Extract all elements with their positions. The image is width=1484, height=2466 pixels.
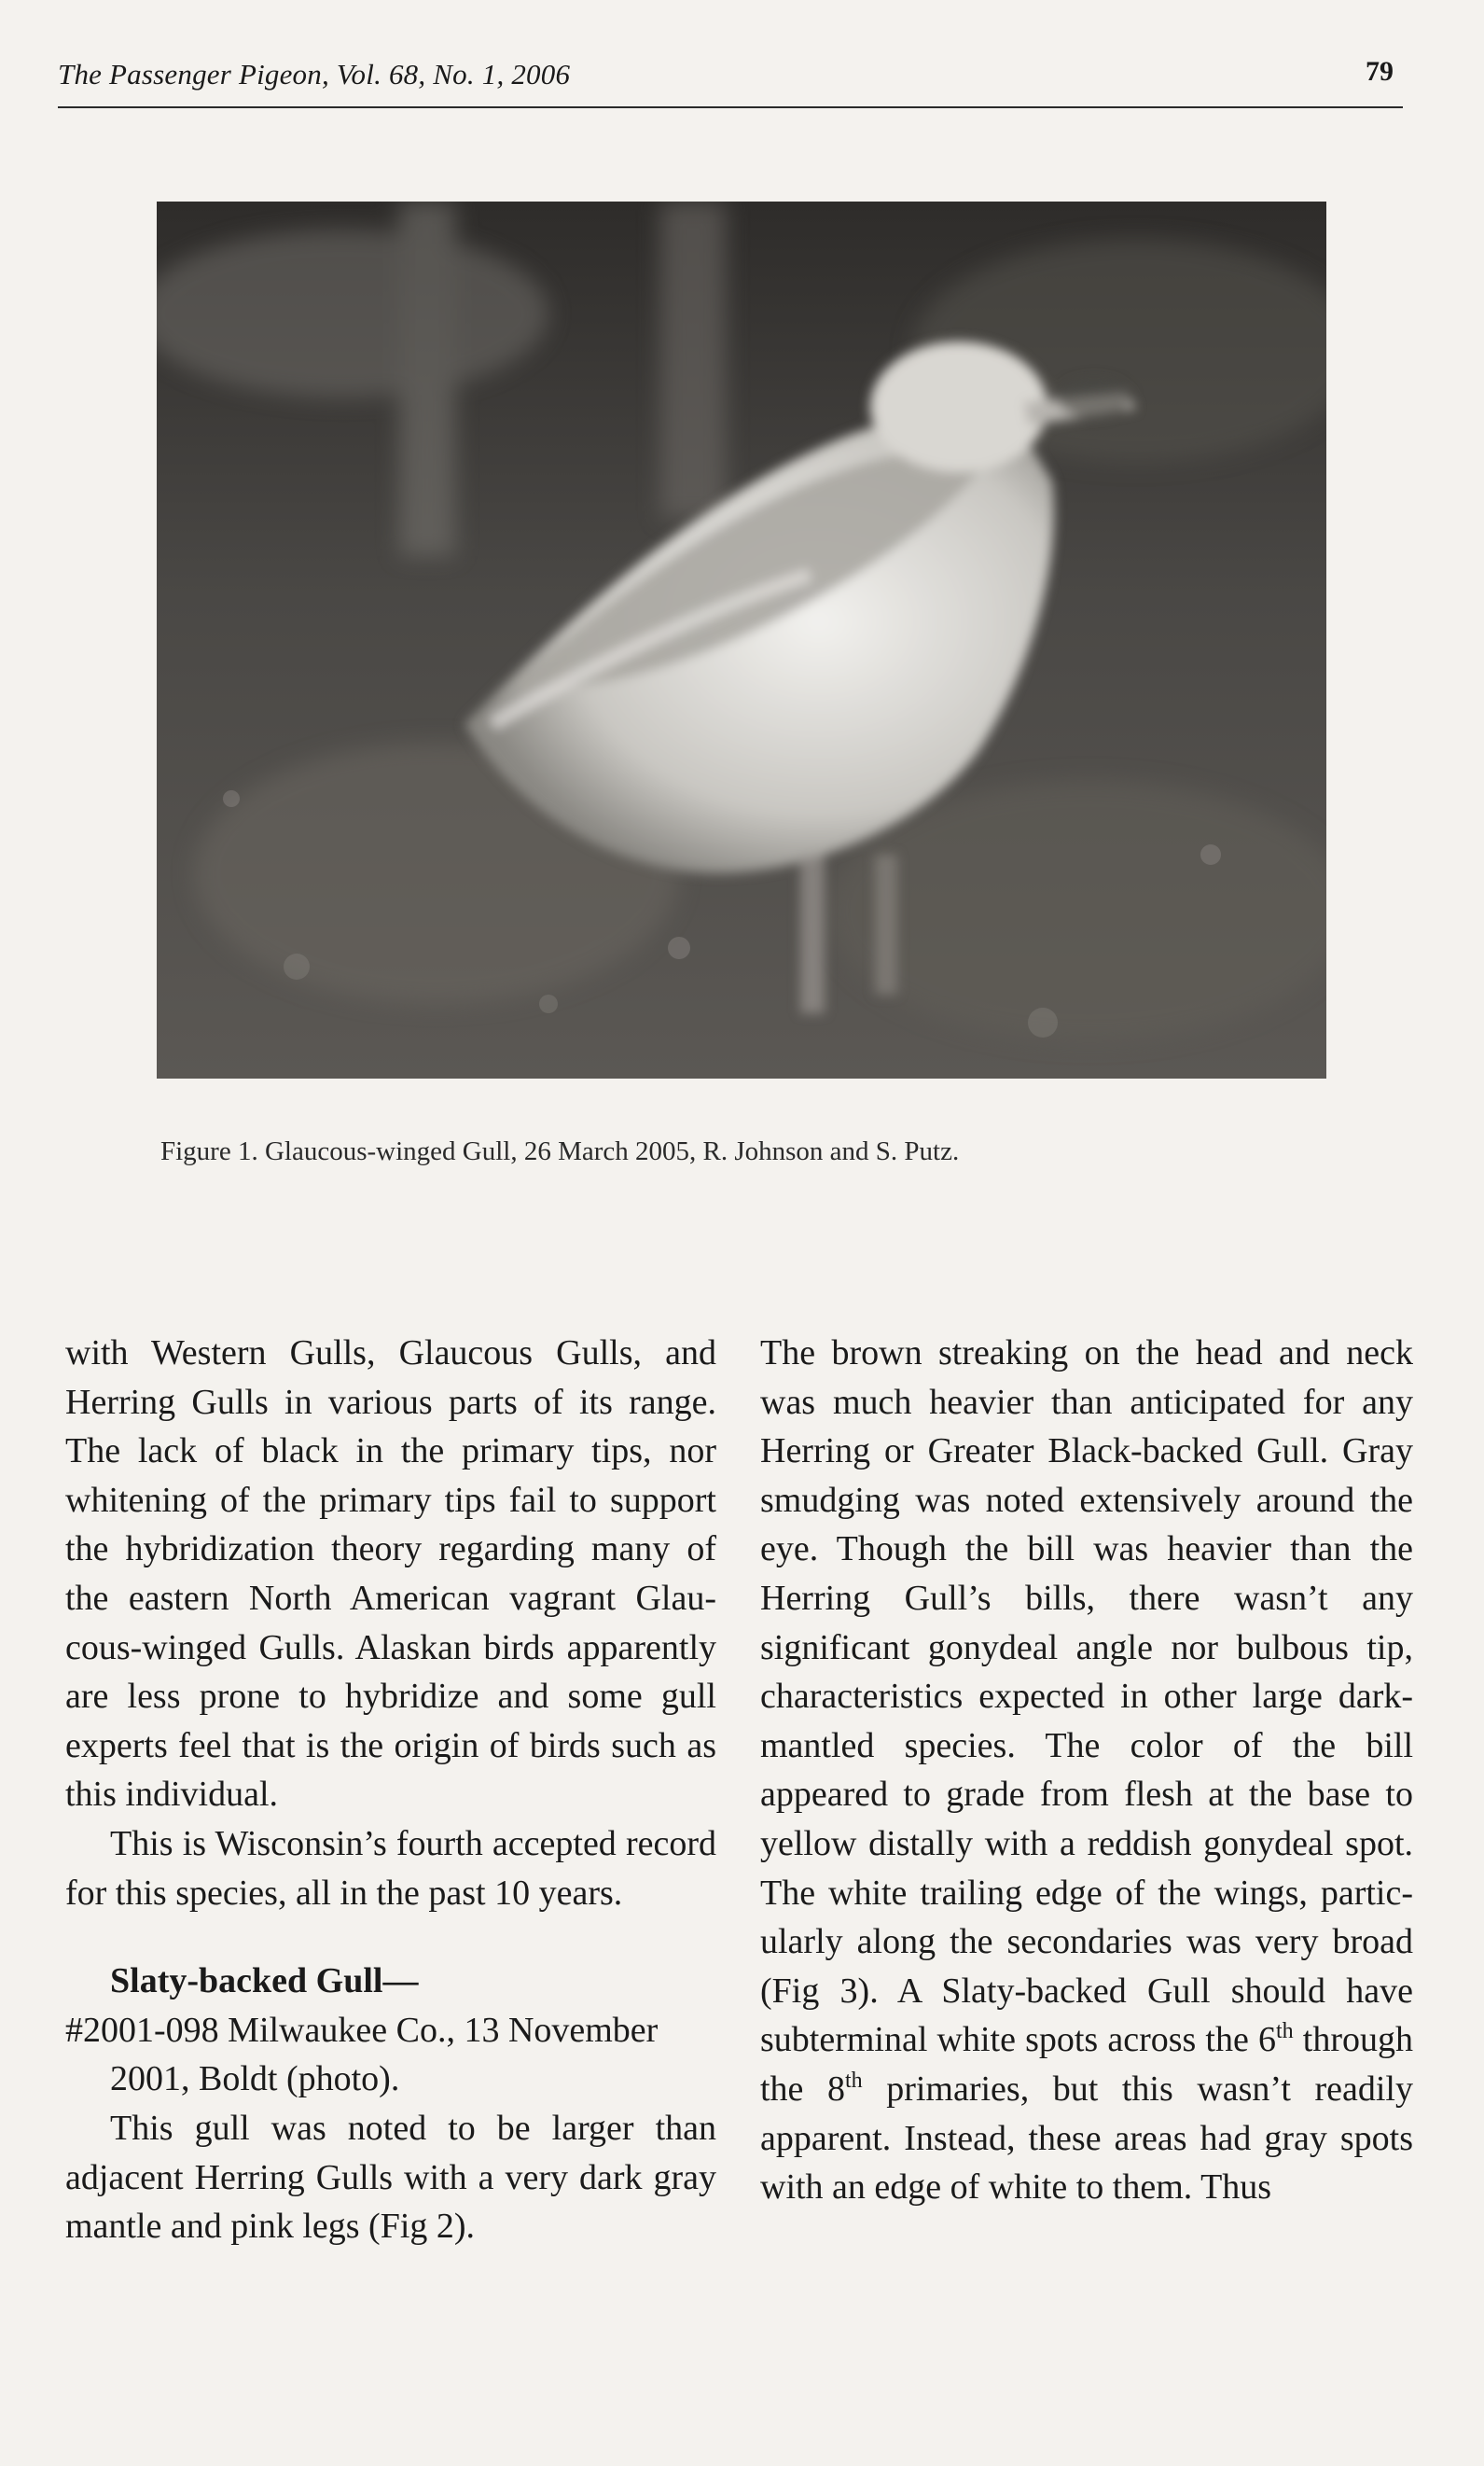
right-text-column bbox=[760, 1329, 1413, 2212]
running-header bbox=[58, 54, 1403, 108]
text-run: primaries, but this wasn’t readily apparent. Instead, these areas had gray spots with an edge of white to them. Thus bbox=[760, 2069, 1413, 2208]
figure-photo-gull bbox=[157, 202, 1326, 1079]
paragraph: with Western Gulls, Glaucous Gulls, and Herring Gulls in various parts of its range. The lack of black in the primary tips, nor whitening of the primary tips fail to support the hybridization theory regarding many of the eastern North American vagrant Glaucous-winged Gulls. Alaskan birds apparently are less prone to hybridize and some gull experts feel that is the origin of birds such as this individual. bbox=[65, 1333, 716, 1815]
journal-citation: The Passenger Pigeon, Vol. 68, No. 1, 2006 bbox=[58, 58, 571, 91]
ordinal-suffix: th bbox=[1275, 2019, 1294, 2044]
paragraph: This is Wisconsin’s fourth accepted record for this species, all in the past 10 years. bbox=[65, 1823, 716, 1913]
ordinal-suffix: th bbox=[844, 2068, 863, 2093]
species-heading: Slaty-backed Gull— bbox=[110, 1961, 419, 2001]
record-entry: #2001-098 Milwaukee Co., 13 November 2001, Boldt (photo). bbox=[65, 2010, 659, 2099]
paragraph: This gull was noted to be larger than adjacent Herring Gulls with a very dark gray mantle and pink legs (Fig 2). bbox=[65, 2108, 716, 2247]
page-number: 79 bbox=[1366, 56, 1394, 87]
figure-caption: Figure 1. Glaucous-winged Gull, 26 March 2005, R. Johnson and S. Putz. bbox=[160, 1136, 960, 1166]
left-text-column bbox=[65, 1329, 716, 2251]
text-run: through the 8 bbox=[760, 2020, 1413, 2109]
paragraph bbox=[760, 1329, 1413, 2212]
text-run: The brown streaking on the head and neck was much heavier than anticipated for any Herring or Greater Black-backed Gull. Gray smudging was noted extensively around the eye. Though the bill was heavier than the Herring Gull’s bills, there wasn’t any significant gonydeal angle nor bulbous tip, characteristics expected in other large dark-mantled species. The color of the bill appeared to grade from flesh at the base to yellow distally with a reddish gonydeal spot. The white trailing edge of the wings, particularly along the secondaries was very broad (Fig 3). A Slaty-backed Gull should have subterminal white spots across the 6 bbox=[760, 1333, 1413, 2060]
gull-photo-illustration bbox=[157, 202, 1326, 1079]
